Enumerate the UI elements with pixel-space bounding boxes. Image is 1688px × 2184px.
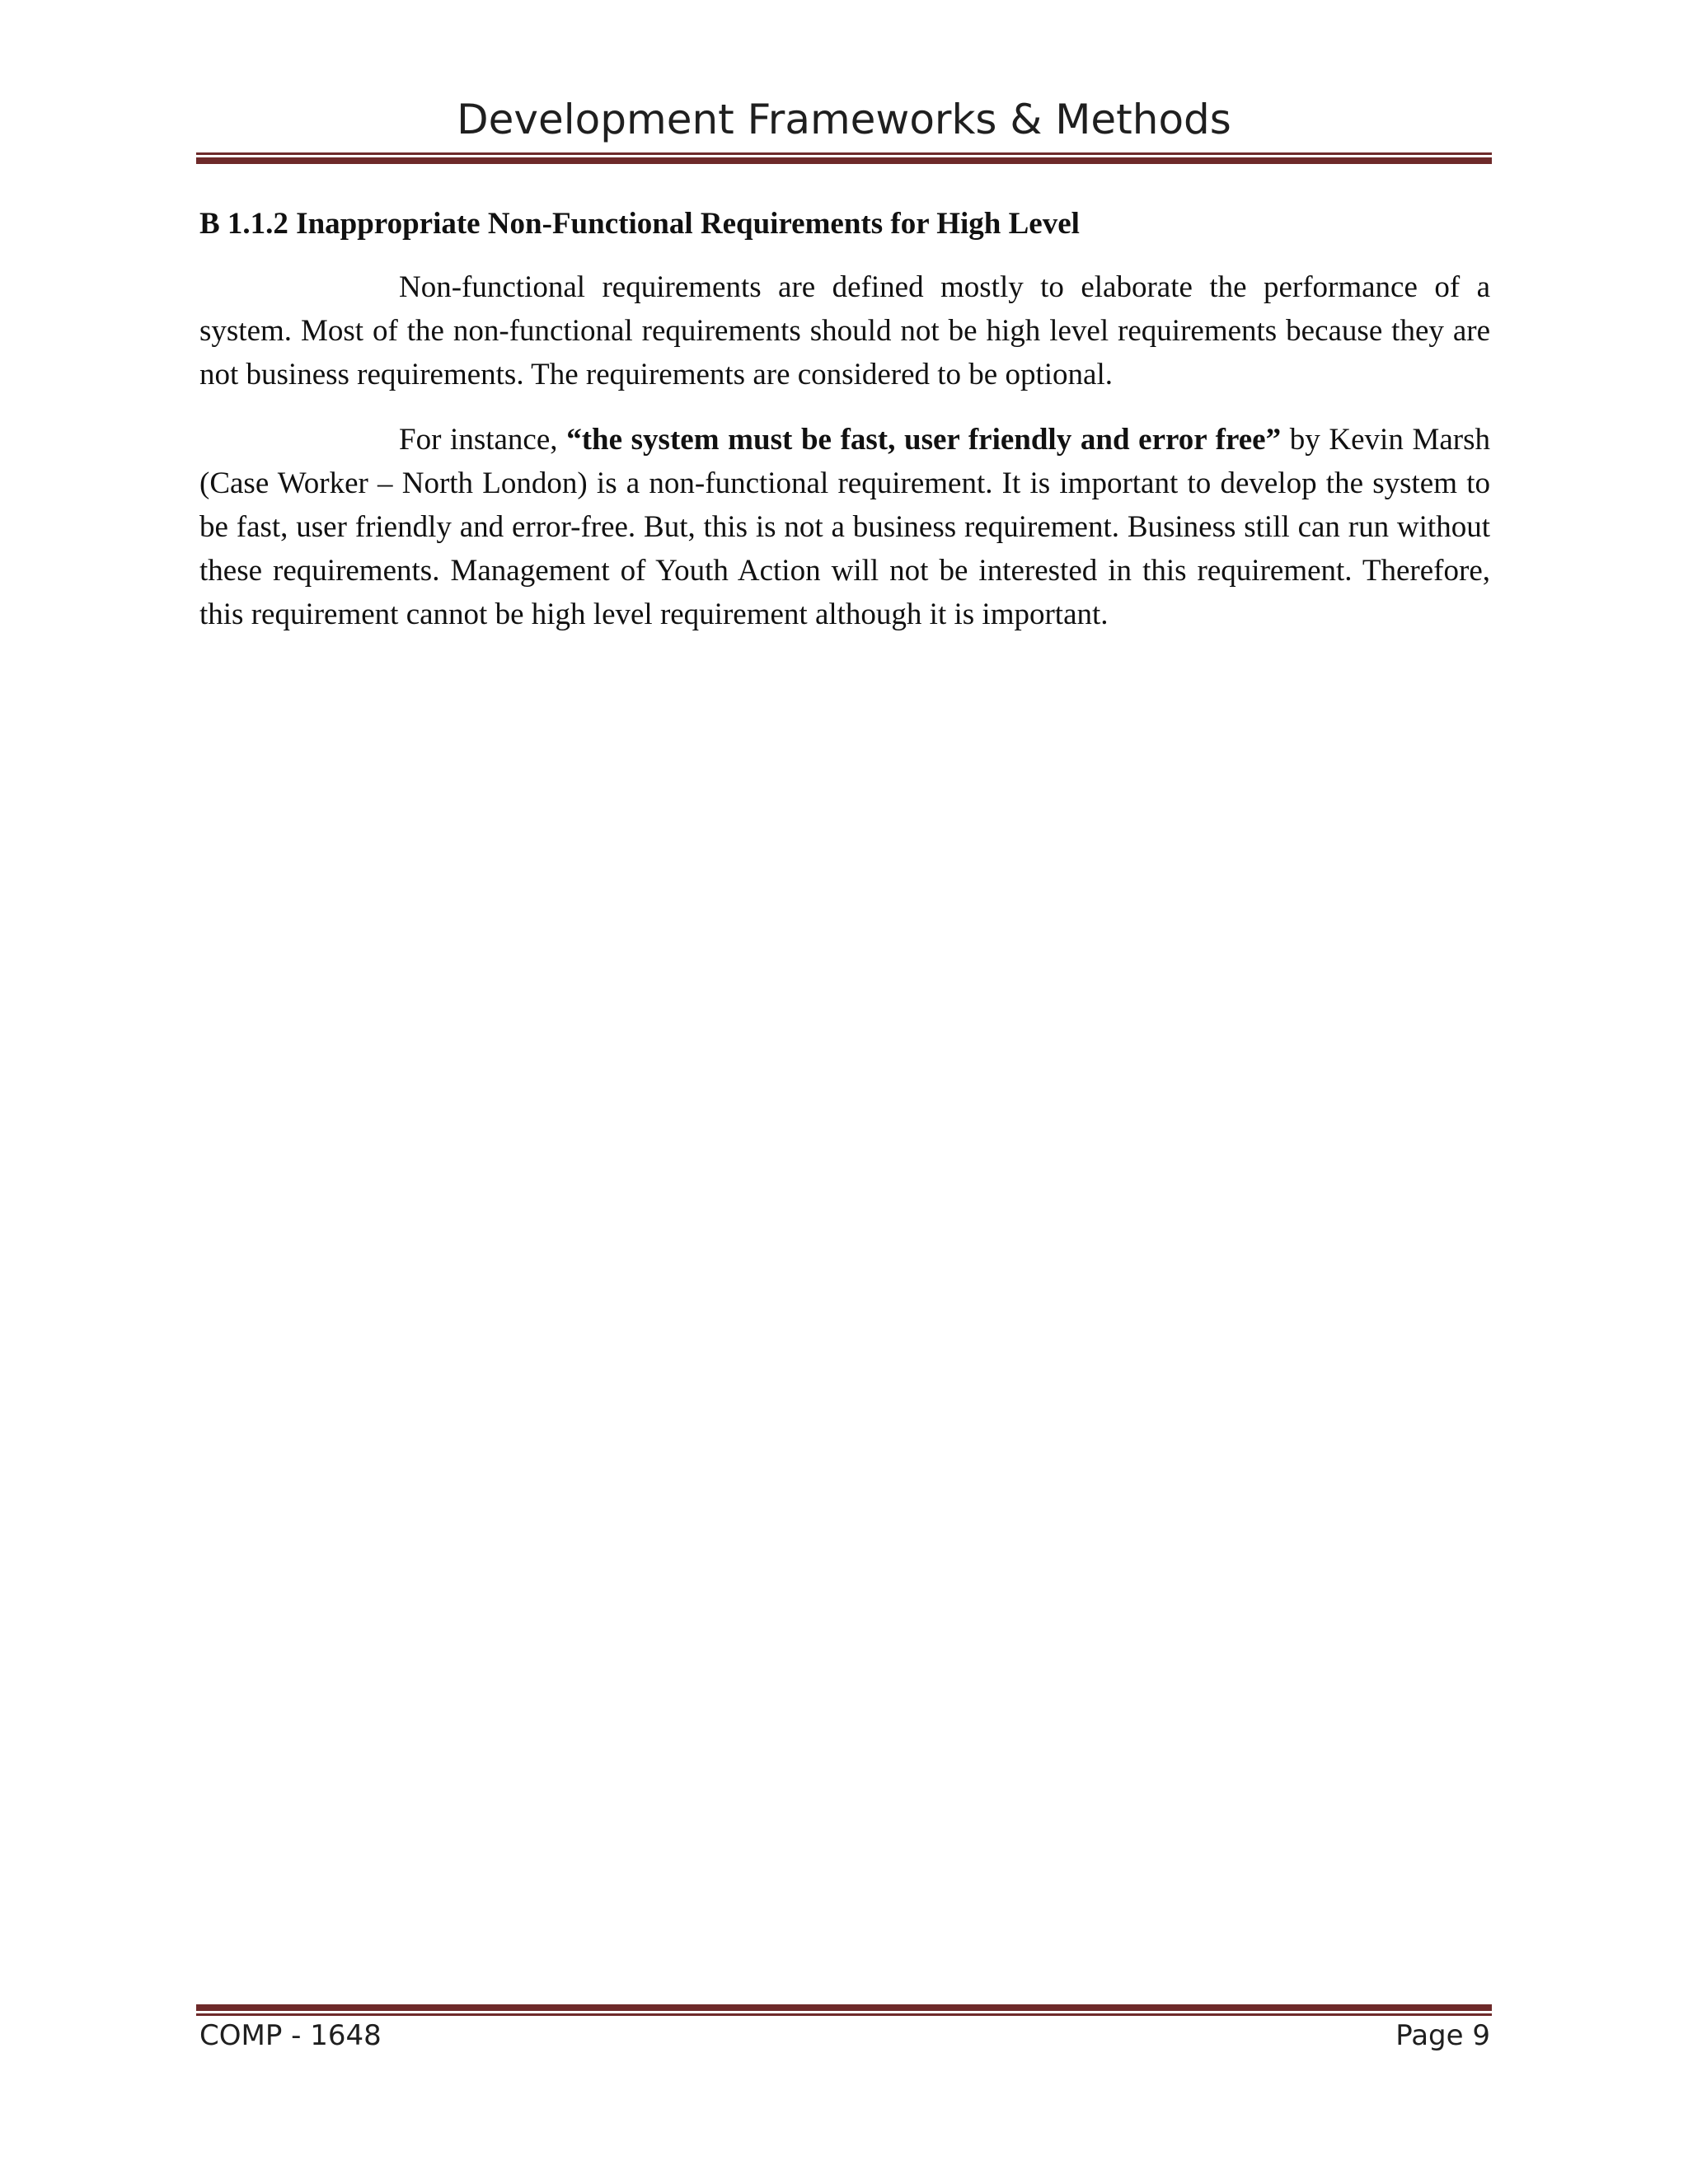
footer-rule-thin-line [196,2013,1492,2016]
paragraph-2-quote: “the system must be fast, user friendly and error free” [566,423,1282,457]
footer-rule [196,2004,1492,2016]
header-title: Development Frameworks & Methods [457,96,1231,143]
paragraph-1: Non-functional requirements are defined mostly to elaborate the performance of a system. Most of the non-functional requirements should not be high level requirements because they are not business requirements. The requirements are considered to be optional. [199,270,1490,391]
main-content [199,204,1490,658]
paragraph-2-rest: by Kevin Marsh (Case Worker – North London) is a non-functional requirement. It is important to develop the system to be fast, user friendly and error-free. But, this is not a business requirement. Business still can run without these requirements. Management of Youth Action will not be interested in this requirement. Therefore, this requirement cannot be high level requirement although it is important. [199,423,1491,631]
footer-page-number: Page 9 [1395,2019,1490,2052]
footer-course-code: COMP - 1648 [199,2019,382,2052]
paragraph-2 [199,418,1490,636]
footer-rule-thick-line [196,2004,1492,2011]
paragraph-2-lead: For instance, [399,423,567,457]
header-rule [196,152,1492,164]
section-heading: B 1.1.2 Inappropriate Non-Functional Requirements for High Level [199,207,1080,241]
header-rule-thick-line [196,157,1492,164]
